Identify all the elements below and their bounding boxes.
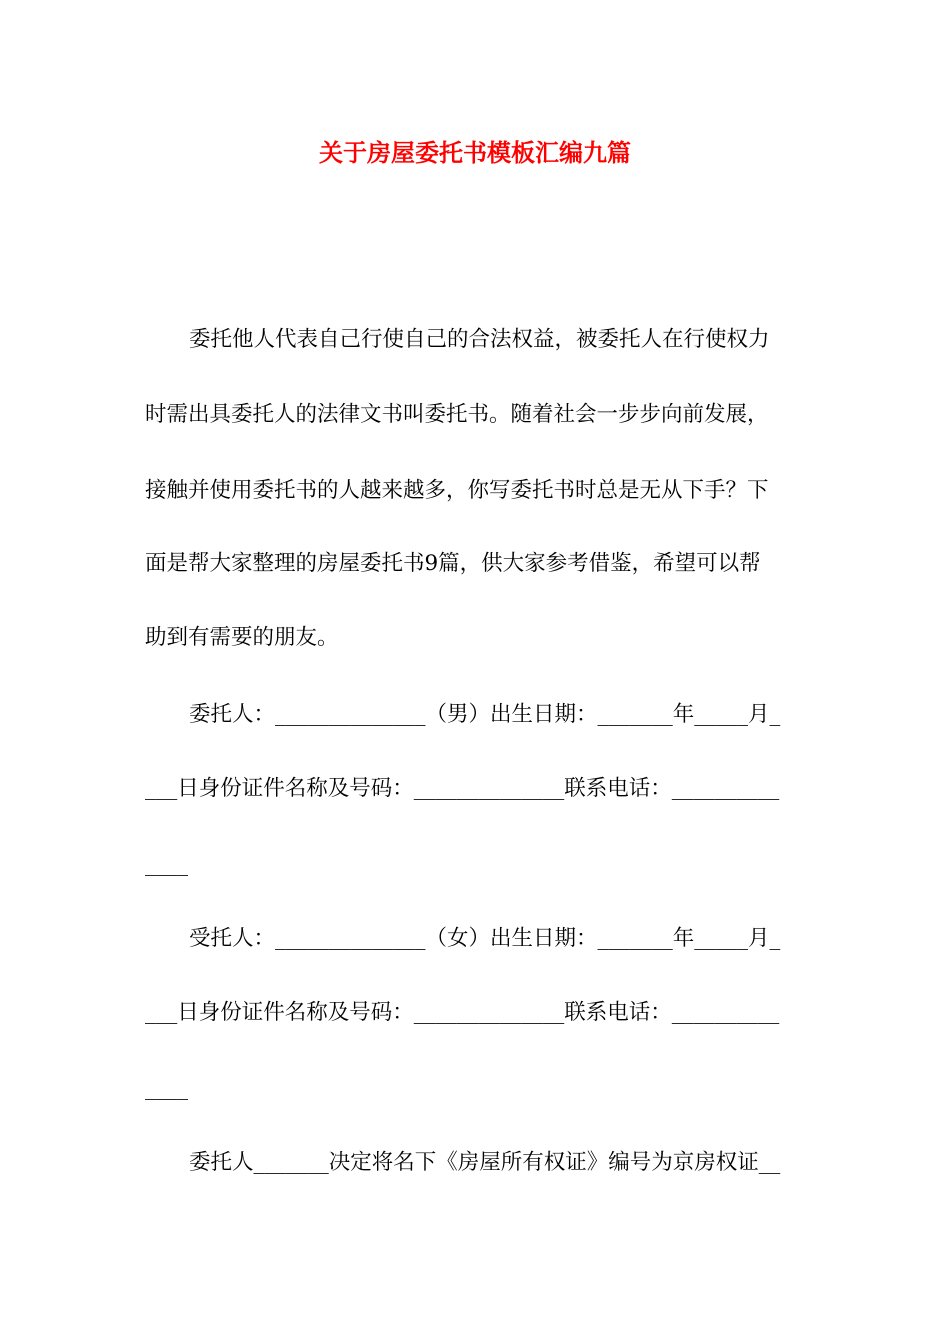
form-line-principal: ___日身份证件名称及号码：______________联系电话：__________: [145, 776, 780, 801]
paragraph-line: 时需出具委托人的法律文书叫委托书。随着社会一步步向前发展，: [145, 402, 769, 427]
form-line-principal: ____: [145, 852, 188, 877]
paragraph-line: 接触并使用委托书的人越来越多，你写委托书时总是无从下手？下: [145, 478, 769, 503]
form-line-property: 委托人_______决定将名下《房屋所有权证》编号为京房权证__: [189, 1150, 781, 1175]
paragraph-line: 助到有需要的朋友。: [145, 625, 339, 650]
form-line-agent: ___日身份证件名称及号码：______________联系电话：__________: [145, 1000, 780, 1025]
paragraph-line: 委托他人代表自己行使自己的合法权益，被委托人在行使权力: [189, 327, 770, 352]
form-line-agent: ____: [145, 1076, 188, 1101]
form-line-agent: 受托人：______________（女）出生日期：_______年_____月_: [189, 926, 781, 951]
form-line-principal: 委托人：______________（男）出生日期：_______年_____月_: [189, 702, 781, 727]
paragraph-line: 面是帮大家整理的房屋委托书9篇，供大家参考借鉴，希望可以帮: [145, 551, 761, 576]
document-title: 关于房屋委托书模板汇编九篇: [319, 139, 631, 167]
